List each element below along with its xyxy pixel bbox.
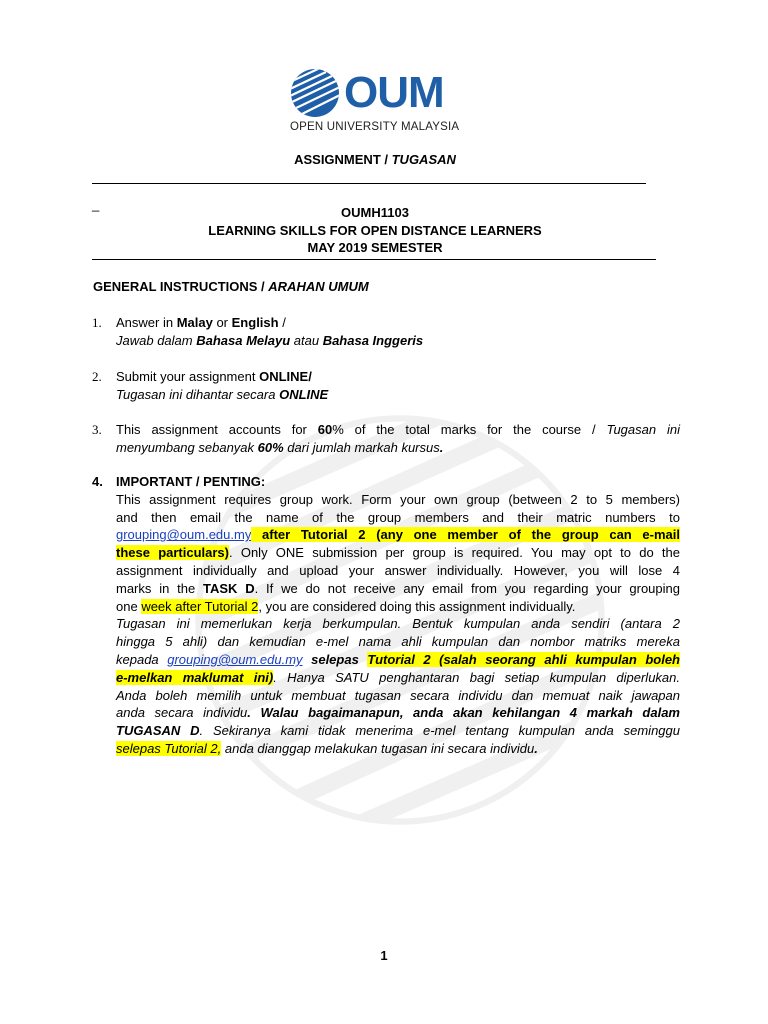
oum-logo: [290, 68, 470, 136]
logo-wordmark: OUM: [344, 68, 444, 117]
important-heading: IMPORTANT / PENTING:: [116, 474, 266, 489]
general-instructions-heading: GENERAL INSTRUCTIONS / ARAHAN UMUM: [93, 279, 369, 294]
oum-globe-icon: [290, 68, 340, 118]
instruction-item-4: 4. IMPORTANT / PENTING: This assignment requires group work. Form your own group (between 2 to 5 members) and then email the name of the group members and their matric numbers to grouping@oum.edu.my after Tutorial 2 (any one member of the group can e-mail these particulars). Only ONE submission per group is required. You may opt to do the assignment individually and upload your answer individually. However, you will lose 4 marks in the TASK D. If we do not receive any email from you regarding your grouping one week after Tutorial 2, you are considered doing this assignment individually. Tugasan ini memerlukan kerja berkumpulan. Bentuk kumpulan anda sendiri (antara 2 hingga 5 ahli) dan kemudian e-mel nama ahli kumpulan dan nombor matriks mereka kepada grouping@oum.edu.my selepas Tutorial 2 (salah seorang ahli kumpulan boleh e-melkan maklumat ini). Hanya SATU penghantaran bagi setiap kumpulan diperlukan. Anda boleh memilih untuk membuat tugasan secara individu dan memuat naik jawapan anda secara individu. Walau bagaimanapun, anda akan kehilangan 4 markah dalam TUGASAN D. Sekiranya kami tidak menerima e-mel tentang kumpulan anda seminggu selepas Tutorial 2, anda dianggap melakukan tugasan ini secara individu.: [92, 474, 681, 756]
instruction-item-2: 2. Submit your assignment ONLINE/ Tugasan ini dihantar secara ONLINE: [92, 369, 329, 402]
instruction-item-1: 1. Answer in Malay or English / Jawab dalam Bahasa Melayu atau Bahasa Inggeris: [92, 315, 424, 348]
item-number: 1.: [92, 315, 102, 330]
instruction-item-3: 3. This assignment accounts for 60% of the total marks for the course / Tugasan ini menyumbang sebanyak 60% dari jumlah markah kursus.: [92, 422, 680, 455]
page-number: 1: [380, 948, 388, 963]
course-title: LEARNING SKILLS FOR OPEN DISTANCE LEARNERS: [208, 223, 542, 238]
underscore-mark: _: [92, 197, 100, 212]
item-number: 4.: [92, 474, 103, 489]
semester: MAY 2019 SEMESTER: [307, 240, 443, 255]
logo-tagline: OPEN UNIVERSITY MALAYSIA: [290, 121, 460, 133]
grouping-email-link[interactable]: grouping@oum.edu.my: [116, 527, 252, 543]
course-code: OUMH1103: [341, 205, 409, 220]
item-number: 2.: [92, 369, 102, 384]
item-number: 3.: [92, 422, 102, 437]
divider-top: [92, 183, 646, 184]
grouping-email-link-malay[interactable]: grouping@oum.edu.my: [167, 651, 303, 667]
divider-bottom: [92, 259, 656, 260]
assignment-title: ASSIGNMENT / TUGASAN: [294, 152, 456, 167]
